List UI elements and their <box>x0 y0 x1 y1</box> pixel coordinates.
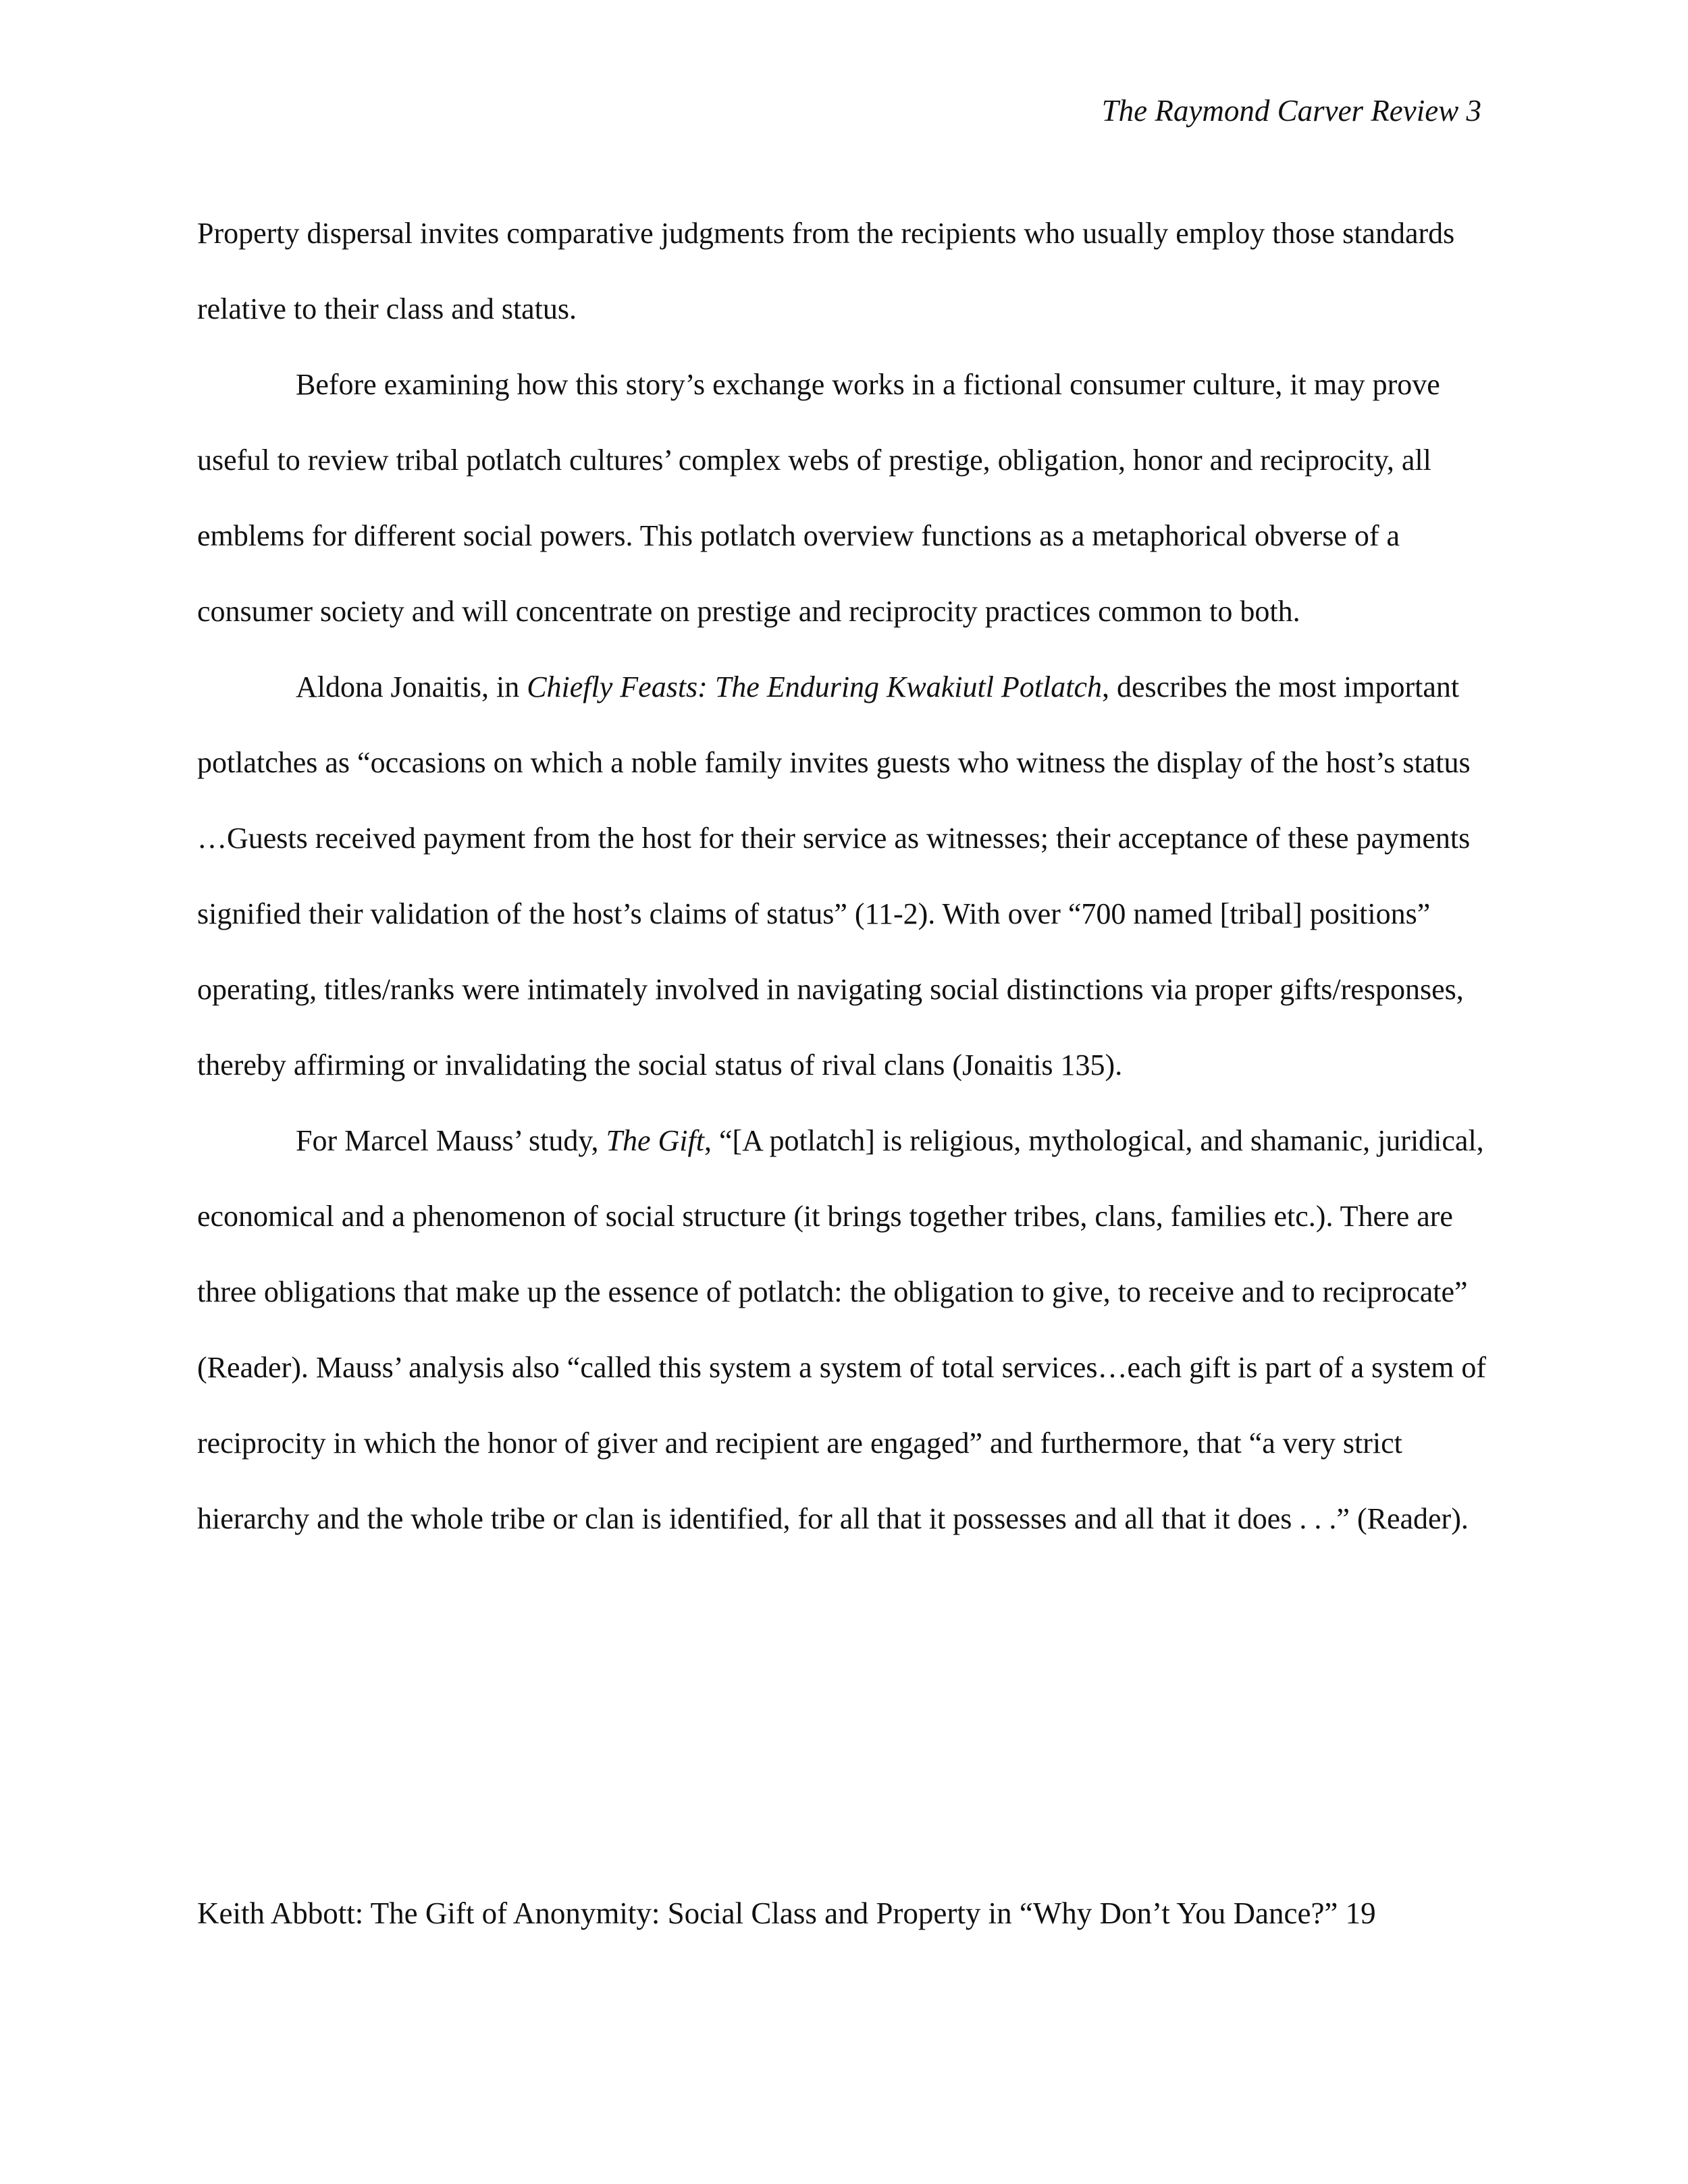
book-title: The Gift <box>606 1124 704 1157</box>
running-header: The Raymond Carver Review 3 <box>1101 94 1481 128</box>
paragraph-jonaitis <box>197 649 1494 1103</box>
paragraph-potlatch-intro: Before examining how this story’s exchange works in a fictional consumer culture, it may prove useful to review tribal potlatch cultures’ complex webs of prestige, obligation, honor and reciprocity, all emblems for different social powers. This potlatch overview functions as a metaphorical obverse of a consumer society and will concentrate on prestige and reciprocity practices common to both. <box>197 368 1440 628</box>
page-footer: Keith Abbott: The Gift of Anonymity: Social Class and Property in “Why Don’t You Dance?” 19 <box>197 1896 1376 1930</box>
paragraph-mauss <box>197 1103 1494 1557</box>
paragraph-text: For Marcel Mauss’ study, <box>296 1124 606 1157</box>
paragraph-continuation: Property dispersal invites comparative judgments from the recipients who usually employ those standards relative to their class and status. <box>197 217 1455 325</box>
paragraph-text: , describes the most important potlatches as “occasions on which a noble family invites guests who witness the display of the host’s status …Guests received payment from the host for their service as witnesses; their acceptance of these payments signified their validation of the host’s claims of status” (11-2). With over “700 named [tribal] positions” operating, titles/ranks were intimately involved in navigating social distinctions via proper gifts/responses, thereby affirming or invalidating the social status of rival clans (Jonaitis 135). <box>197 670 1471 1082</box>
book-title: Chiefly Feasts: The Enduring Kwakiutl Potlatch <box>527 670 1103 703</box>
paragraph-text: , “[A potlatch] is religious, mythological, and shamanic, juridical, economical and a phenomenon of social structure (it brings together tribes, clans, families etc.). There are three obligations that make up the essence of potlatch: the obligation to give, to receive and to reciprocate” (Reader). Mauss’ analysis also “called this system a system of total services…each gift is part of a system of reciprocity in which the honor of giver and recipient are engaged” and furthermore, that “a very strict hierarchy and the whole tribe or clan is identified, for all that it possesses and all that it does . . .” (Reader). <box>197 1124 1486 1535</box>
paragraph-text: Aldona Jonaitis, in <box>296 670 527 703</box>
article-body <box>197 196 1494 1557</box>
